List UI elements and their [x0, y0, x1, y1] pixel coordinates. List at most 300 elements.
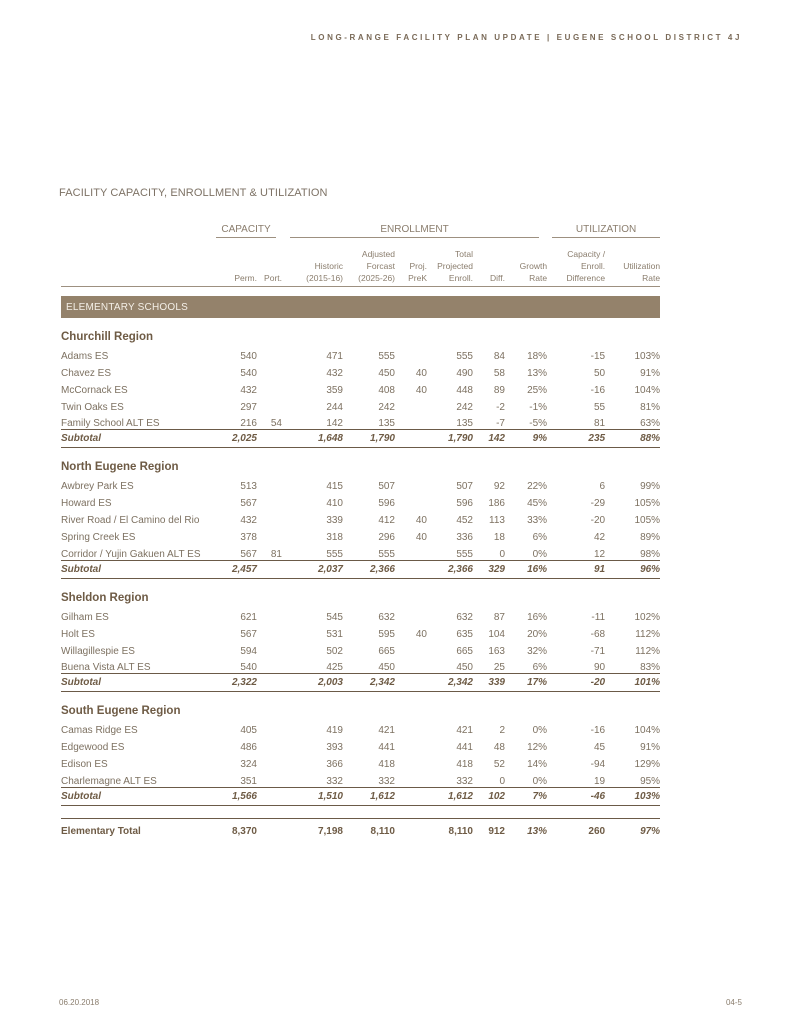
cell-value [395, 736, 427, 753]
column-header [505, 240, 547, 287]
subtotal-row [61, 430, 660, 448]
school-row [61, 640, 660, 657]
cell-value [257, 430, 282, 448]
cell-value: -1% [529, 401, 548, 413]
region-name: North Eugene Region [61, 461, 179, 474]
cell-value: 540 [240, 350, 257, 362]
cell-value: 351 [240, 776, 257, 788]
cell-value: 393 [326, 742, 343, 754]
cell-value: 1,790 [343, 430, 395, 448]
cell-value: 7,198 [282, 819, 343, 838]
cell-value: 45% [527, 498, 548, 510]
cell-value: 2,366 [427, 560, 473, 578]
utilization-group-label: UTILIZATION [552, 224, 660, 238]
cell-value: 25% [527, 384, 548, 396]
column-header-line: Forcast [366, 261, 395, 271]
cell-value: -46 [547, 788, 605, 806]
cell-value [395, 345, 427, 362]
cell-value [395, 753, 427, 770]
cell-value [395, 413, 427, 430]
cell-value: 450 [378, 662, 395, 674]
cell-value: 432 [240, 384, 257, 396]
cell-value [257, 736, 282, 753]
cell-value: 102 [473, 788, 505, 806]
cell-value: -94 [590, 759, 606, 771]
cell-value: 102% [634, 611, 661, 623]
cell-value: 13% [505, 819, 547, 838]
cell-value: -29 [590, 498, 606, 510]
cell-value: 0 [499, 776, 505, 788]
cell-value: 129% [634, 759, 661, 771]
cell-value: 89% [640, 532, 661, 544]
column-header-line: Projected [437, 261, 473, 271]
cell-value [257, 788, 282, 806]
cell-value: 432 [240, 515, 257, 527]
cell-value [395, 657, 427, 674]
cell-value: 112% [635, 645, 661, 657]
cell-value: 441 [456, 742, 473, 754]
cell-value: 242 [378, 401, 395, 413]
cell-value [257, 379, 282, 396]
cell-value [257, 657, 282, 674]
column-header [547, 240, 605, 287]
cell-value: 531 [326, 628, 343, 640]
cell-value: 1,612 [343, 788, 395, 806]
cell-value: 507 [456, 481, 473, 493]
column-header-line: Capacity / [567, 249, 606, 259]
cell-value: 81% [640, 401, 661, 413]
cell-value: 17% [505, 674, 547, 692]
region-name: South Eugene Region [61, 705, 181, 718]
school-row [61, 770, 660, 787]
cell-value [395, 560, 427, 578]
cell-value: -7 [496, 418, 505, 430]
column-header-line: Port. [264, 273, 282, 283]
cell-value: -5% [529, 418, 548, 430]
school-row [61, 543, 660, 560]
cell-value: 45 [593, 742, 606, 754]
school-row [61, 753, 660, 770]
cell-value: 13% [527, 367, 548, 379]
cell-value: 91% [640, 367, 661, 379]
cell-value: 2,342 [343, 674, 395, 692]
cell-value: 297 [240, 401, 257, 413]
column-header-line: PreK [408, 273, 427, 283]
column-header-line: Diff. [490, 273, 505, 283]
cell-value: 421 [456, 725, 473, 737]
row-label: Buena Vista ALT ES [61, 662, 151, 674]
cell-value: 92 [493, 481, 505, 493]
column-header-line: Enroll. [580, 261, 606, 271]
section-title: FACILITY CAPACITY, ENROLLMENT & UTILIZATION [59, 187, 328, 199]
cell-value: 18% [527, 350, 548, 362]
school-row [61, 475, 660, 492]
cell-value: 329 [473, 560, 505, 578]
school-row [61, 345, 660, 362]
cell-value: 52 [493, 759, 505, 771]
region-heading-row [61, 448, 660, 476]
cell-value: 163 [488, 645, 505, 657]
cell-value: 296 [378, 532, 395, 544]
cell-value: 9% [505, 430, 547, 448]
cell-value: -20 [547, 674, 605, 692]
cell-value: -16 [590, 725, 606, 737]
cell-value: 555 [456, 350, 473, 362]
cell-value: 332 [326, 776, 343, 788]
row-label: McCornack ES [61, 384, 128, 396]
cell-value: -15 [590, 350, 606, 362]
footer-date: 06.20.2018 [59, 998, 100, 1007]
cell-value: 336 [456, 532, 473, 544]
cell-value: 16% [527, 611, 548, 623]
cell-value: 6% [532, 532, 548, 544]
cell-value: 81 [593, 418, 606, 430]
region-heading-row [61, 318, 660, 345]
cell-value: 421 [378, 725, 395, 737]
cell-value [395, 819, 427, 838]
cell-value: 55 [593, 401, 606, 413]
cell-value [257, 770, 282, 787]
cell-value: 2,366 [343, 560, 395, 578]
column-header [427, 240, 473, 287]
cell-value: -2 [496, 401, 505, 413]
cell-value: 1,612 [427, 788, 473, 806]
cell-value [395, 475, 427, 492]
cell-value: 84 [493, 350, 505, 362]
cell-value: 596 [456, 498, 473, 510]
school-row [61, 623, 660, 640]
cell-value: 25 [493, 662, 505, 674]
region-name: Churchill Region [61, 331, 153, 343]
cell-value: 135 [456, 418, 473, 430]
row-label: Edison ES [61, 759, 108, 771]
column-header-line: Proj. [409, 261, 427, 271]
row-label: Subtotal [61, 674, 210, 692]
cell-value: 8,110 [343, 819, 395, 838]
cell-value: 58 [493, 367, 505, 379]
cell-value: 912 [473, 819, 505, 838]
row-label: Adams ES [61, 350, 109, 362]
row-label: Elementary Total [61, 819, 210, 838]
cell-value [395, 396, 427, 413]
cell-value: 0% [532, 548, 548, 560]
cell-value: 594 [240, 645, 257, 657]
cell-value: 7% [505, 788, 547, 806]
column-header-line: (2015-16) [306, 273, 343, 283]
subtotal-row [61, 788, 660, 806]
column-header-school [61, 240, 210, 287]
cell-value: 40 [415, 367, 427, 379]
column-header [257, 240, 282, 287]
cell-value: 2,342 [427, 674, 473, 692]
row-label: Gilham ES [61, 611, 109, 623]
school-row [61, 657, 660, 674]
cell-value: 408 [378, 384, 395, 396]
cell-value: 567 [240, 498, 257, 510]
row-label: Corridor / Yujin Gakuen ALT ES [61, 548, 201, 560]
cell-value: 18 [493, 532, 505, 544]
column-header [605, 240, 660, 287]
cell-value: 441 [378, 742, 395, 754]
cell-value: 16% [505, 560, 547, 578]
cell-value [395, 674, 427, 692]
cell-value [257, 509, 282, 526]
cell-value: 318 [326, 532, 343, 544]
cell-value: 260 [547, 819, 605, 838]
cell-value [257, 526, 282, 543]
column-header [473, 240, 505, 287]
cell-value: 22% [527, 481, 548, 493]
enrollment-group-label: ENROLLMENT [290, 224, 539, 238]
cell-value: 2,025 [210, 430, 257, 448]
cell-value: 99% [640, 481, 661, 493]
cell-value: 12 [593, 548, 606, 560]
cell-value: 19 [593, 776, 606, 788]
cell-value: 418 [456, 759, 473, 771]
cell-value: 555 [326, 548, 343, 560]
cell-value [257, 753, 282, 770]
cell-value: 40 [415, 532, 427, 544]
cell-value: 432 [326, 367, 343, 379]
cell-value: 216 [240, 418, 257, 430]
cell-value: 2,003 [282, 674, 343, 692]
cell-value: 244 [326, 401, 343, 413]
cell-value: 95% [640, 776, 661, 788]
cell-value: -68 [590, 628, 606, 640]
cell-value [257, 396, 282, 413]
cell-value: 448 [456, 384, 473, 396]
cell-value: 88% [605, 430, 660, 448]
cell-value: 567 [240, 548, 257, 560]
elementary-total-row [61, 819, 660, 838]
cell-value: 40 [415, 515, 427, 527]
cell-value: 339 [326, 515, 343, 527]
group-header-row [61, 222, 660, 240]
cell-value: 410 [326, 498, 343, 510]
cell-value: 450 [456, 662, 473, 674]
row-label: Subtotal [61, 788, 210, 806]
cell-value: 540 [240, 662, 257, 674]
cell-value: 366 [326, 759, 343, 771]
band-label: ELEMENTARY SCHOOLS [61, 296, 660, 318]
column-header-line: Rate [529, 273, 548, 283]
cell-value [257, 674, 282, 692]
cell-value: 555 [378, 548, 395, 560]
cell-value: 20% [527, 628, 548, 640]
cell-value: 33% [527, 515, 548, 527]
row-label: Edgewood ES [61, 742, 125, 754]
cell-value: 635 [456, 628, 473, 640]
cell-value: 502 [326, 645, 343, 657]
column-header-line: Rate [642, 273, 661, 283]
cell-value: 91 [547, 560, 605, 578]
cell-value: 339 [473, 674, 505, 692]
cell-value: 2,322 [210, 674, 257, 692]
cell-value: -16 [590, 384, 606, 396]
cell-value: -20 [590, 515, 606, 527]
cell-value: 91% [640, 742, 661, 754]
cell-value: 1,566 [210, 788, 257, 806]
cell-value: 101% [605, 674, 660, 692]
cell-value: 105% [634, 498, 661, 510]
cell-value: 555 [456, 548, 473, 560]
cell-value [257, 560, 282, 578]
table-body [61, 287, 660, 838]
cell-value [257, 719, 282, 736]
cell-value: 621 [240, 611, 257, 623]
cell-value: 135 [378, 418, 395, 430]
cell-value [257, 492, 282, 509]
column-header-row [61, 240, 660, 287]
cell-value [257, 345, 282, 362]
cell-value: 0 [499, 548, 505, 560]
cell-value: 0% [532, 725, 548, 737]
school-row [61, 396, 660, 413]
cell-value: 242 [456, 401, 473, 413]
cell-value [257, 606, 282, 623]
cell-value: 96% [605, 560, 660, 578]
cell-value [395, 719, 427, 736]
region-heading-row [61, 578, 660, 606]
cell-value: -11 [591, 611, 606, 623]
cell-value: 113 [489, 515, 505, 527]
cell-value: 665 [456, 645, 473, 657]
cell-value [395, 606, 427, 623]
cell-value: 378 [240, 532, 257, 544]
capacity-table [61, 222, 660, 837]
cell-value: 50 [593, 367, 606, 379]
column-header-line: Total [455, 249, 473, 259]
cell-value: 105% [634, 515, 661, 527]
cell-value: 40 [415, 384, 427, 396]
cell-value [257, 623, 282, 640]
cell-value: 632 [378, 611, 395, 623]
cell-value: 471 [326, 350, 343, 362]
subtotal-row [61, 674, 660, 692]
cell-value: 632 [456, 611, 473, 623]
cell-value: 595 [378, 628, 395, 640]
cell-value: 415 [326, 481, 343, 493]
cell-value: 6% [532, 662, 548, 674]
cell-value: 359 [326, 384, 343, 396]
cell-value: 507 [378, 481, 395, 493]
cell-value: 103% [605, 788, 660, 806]
cell-value: 324 [240, 759, 257, 771]
column-header-line: Adjusted [361, 249, 395, 259]
cell-value [257, 640, 282, 657]
cell-value: 81 [270, 548, 282, 560]
cell-value [257, 819, 282, 838]
cell-value: 2,037 [282, 560, 343, 578]
cell-value: 98% [640, 548, 661, 560]
cell-value: 332 [456, 776, 473, 788]
column-header [343, 240, 395, 287]
cell-value: 103% [634, 350, 661, 362]
cell-value [257, 362, 282, 379]
school-row [61, 492, 660, 509]
cell-value: 555 [378, 350, 395, 362]
row-label: Subtotal [61, 430, 210, 448]
row-label: Howard ES [61, 498, 112, 510]
cell-value [395, 770, 427, 787]
school-row [61, 606, 660, 623]
cell-value: 2 [499, 725, 505, 737]
school-row [61, 736, 660, 753]
cell-value: 8,370 [210, 819, 257, 838]
region-name: Sheldon Region [61, 591, 149, 604]
cell-value [257, 475, 282, 492]
school-row [61, 719, 660, 736]
school-row [61, 413, 660, 430]
cell-value: 104% [634, 725, 661, 737]
elementary-band [61, 296, 660, 318]
column-header-line: Historic [314, 261, 343, 271]
cell-value: 513 [240, 481, 257, 493]
cell-value: 90 [593, 662, 606, 674]
cell-value: 235 [547, 430, 605, 448]
cell-value: 104 [488, 628, 505, 640]
row-label: Spring Creek ES [61, 532, 136, 544]
column-header-line: Growth [519, 261, 548, 271]
column-header [395, 240, 427, 287]
cell-value: 142 [326, 418, 343, 430]
school-row [61, 362, 660, 379]
cell-value: 54 [270, 418, 282, 430]
school-row [61, 379, 660, 396]
cell-value: 490 [456, 367, 473, 379]
column-header-line: Utilization [623, 261, 661, 271]
cell-value: 0% [532, 776, 548, 788]
cell-value: 1,790 [427, 430, 473, 448]
cell-value: 596 [378, 498, 395, 510]
row-label: Awbrey Park ES [61, 481, 134, 493]
cell-value: 104% [634, 384, 661, 396]
cell-value: 87 [493, 611, 505, 623]
cell-value: 450 [378, 367, 395, 379]
cell-value: 14% [527, 759, 548, 771]
footer-page-number: 04-5 [725, 998, 742, 1007]
cell-value: 83% [640, 662, 661, 674]
cell-value [395, 430, 427, 448]
column-header [282, 240, 343, 287]
cell-value: 452 [456, 515, 473, 527]
cell-value: 97% [605, 819, 660, 838]
column-header-line: Difference [566, 273, 606, 283]
cell-value: 48 [493, 742, 505, 754]
row-label: Camas Ridge ES [61, 725, 138, 737]
row-label: Chavez ES [61, 367, 112, 379]
cell-value: 545 [326, 611, 343, 623]
cell-value: 12% [527, 742, 548, 754]
cell-value: 425 [326, 662, 343, 674]
cell-value [395, 543, 427, 560]
cell-value [395, 640, 427, 657]
cell-value: 186 [488, 498, 505, 510]
cell-value: 142 [473, 430, 505, 448]
capacity-group-label: CAPACITY [216, 224, 276, 238]
column-header [210, 240, 257, 287]
column-header-line: (2025-26) [358, 273, 395, 283]
subtotal-row [61, 560, 660, 578]
column-header-line: Enroll. [448, 273, 473, 283]
cell-value: 540 [240, 367, 257, 379]
cell-value: 486 [240, 742, 257, 754]
cell-value: 40 [415, 628, 427, 640]
row-label: Twin Oaks ES [61, 401, 124, 413]
row-label: Subtotal [61, 560, 210, 578]
cell-value: 89 [493, 384, 505, 396]
cell-value: -71 [590, 645, 606, 657]
